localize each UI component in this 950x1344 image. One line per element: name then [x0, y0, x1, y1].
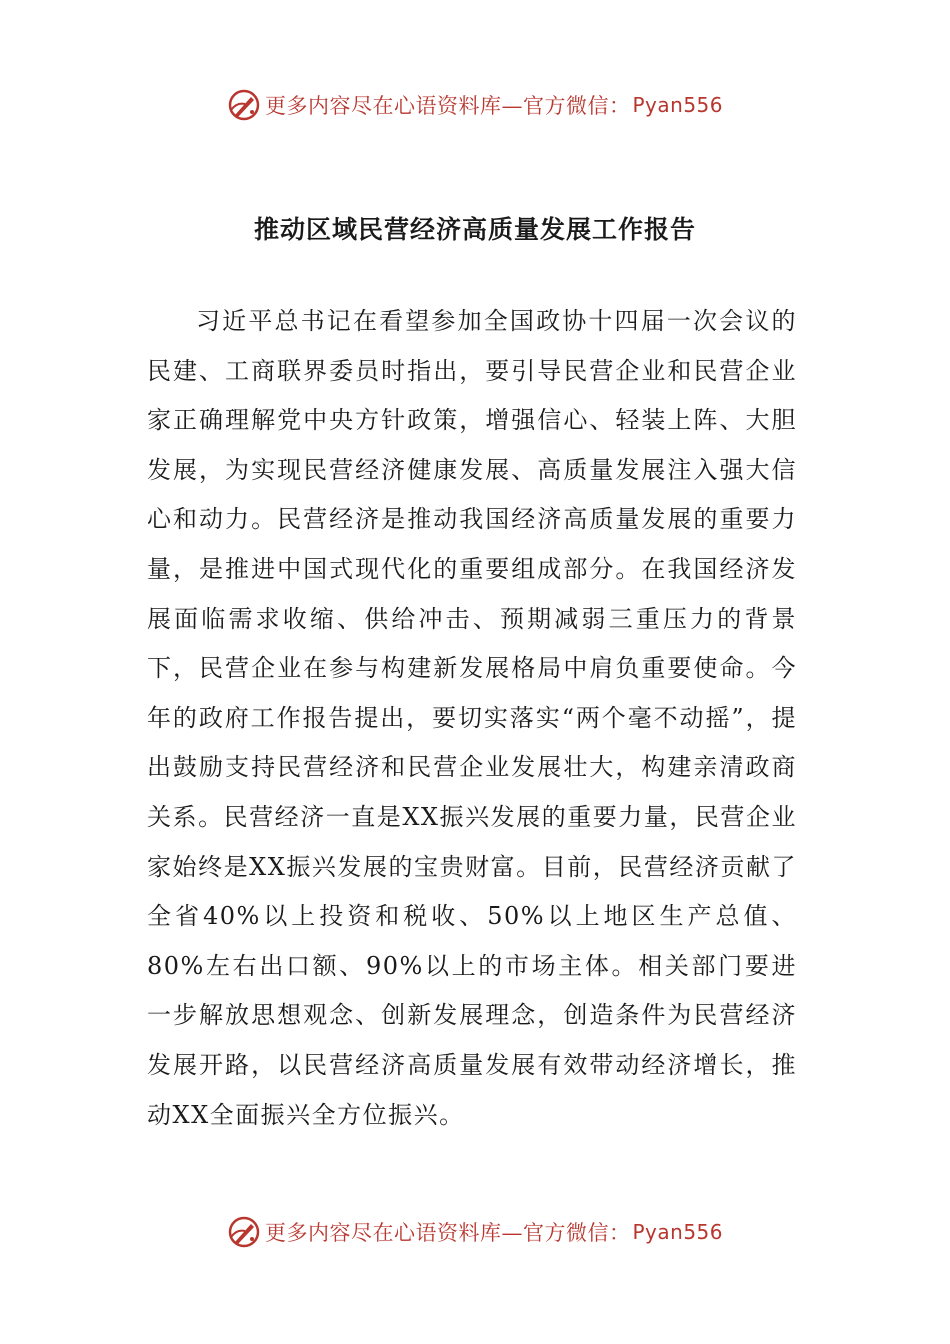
header-watermark-banner — [0, 85, 950, 125]
banner-text: 更多内容尽在心语资料库—官方微信： — [264, 1221, 631, 1245]
wechat-handle: Pyan556 — [632, 93, 723, 117]
wechat-handle: Pyan556 — [632, 1220, 723, 1244]
banner-text: 更多内容尽在心语资料库—官方微信： — [264, 94, 631, 118]
document-paragraph: 习近平总书记在看望参加全国政协十四届一次会议的民建、工商联界委员时指出，要引导民营企业和民营企业家正确理解党中央方针政策，增强信心、轻装上阵、大胆发展，为实现民营经济健康发展、高质量发展注入强大信心和动力。民营经济是推动我国经济高质量发展的重要力量，是推进中国式现代化的重要组成部分。在我国经济发展面临需求收缩、供给冲击、预期减弱三重压力的背景下，民营企业在参与构建新发展格局中肩负重要使命。今年的政府工作报告提出，要切实落实“两个毫不动摇”，提出鼓励支持民营经济和民营企业发展壮大，构建亲清政商关系。民营经济一直是XX振兴发展的重要力量，民营企业家始终是XX振兴发展的宝贵财富。目前，民营经济贡献了全省40%以上投资和税收、50%以上地区生产总值、80%左右出口额、90%以上的市场主体。相关部门要进一步解放思想观念、创新发展理念，创造条件为民营经济发展开路，以民营经济高质量发展有效带动经济增长，推动XX全面振兴全方位振兴。 — [147, 307, 797, 1129]
footer-watermark-banner — [0, 1212, 950, 1252]
document-title: 推动区域民营经济高质量发展工作报告 — [253, 215, 696, 244]
quill-pen-seal-icon — [227, 88, 261, 122]
quill-pen-seal-icon — [227, 1215, 261, 1249]
